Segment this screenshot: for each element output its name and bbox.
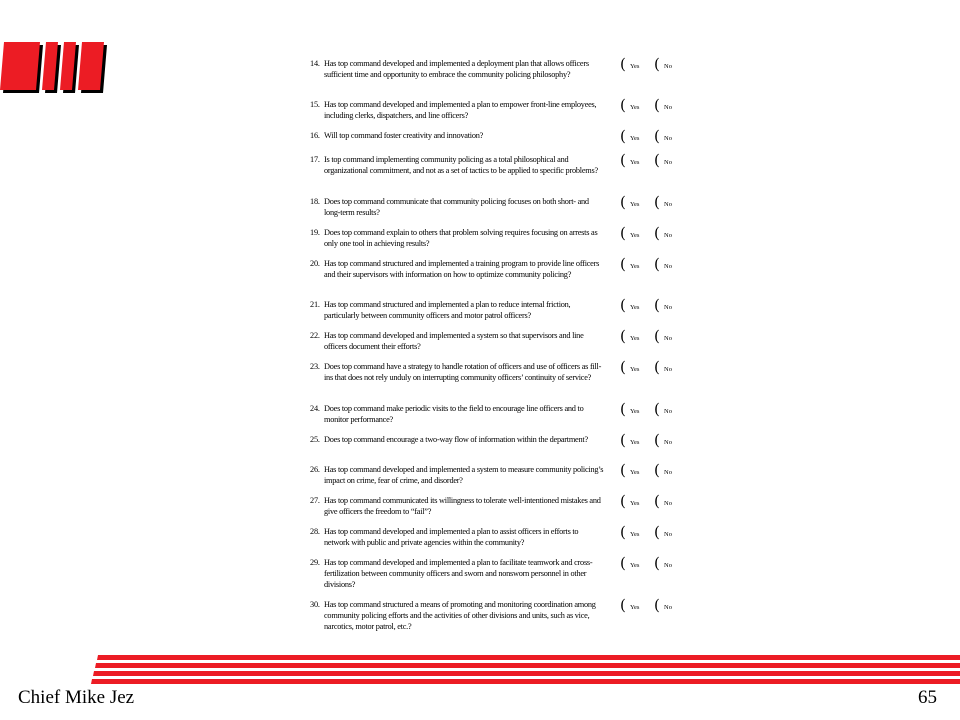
question-number: 18.	[310, 197, 320, 206]
yes-label: Yes	[630, 500, 640, 507]
radio-bracket-icon: (	[654, 358, 660, 376]
yes-label: Yes	[630, 135, 640, 142]
radio-bracket-icon: (	[620, 400, 626, 418]
question-number: 21.	[310, 300, 320, 309]
radio-bracket-icon: (	[620, 296, 626, 314]
radio-bracket-icon: (	[620, 255, 626, 273]
radio-bracket-icon: (	[620, 127, 626, 145]
no-label: No	[664, 562, 672, 569]
no-label: No	[664, 232, 672, 239]
question-text: Has top command developed and implemented a plan to assist officers in efforts to network with public and private agencies within the community?	[324, 527, 579, 547]
radio-bracket-icon: (	[654, 327, 660, 345]
radio-bracket-icon: (	[654, 255, 660, 273]
no-label: No	[664, 63, 672, 70]
yes-label: Yes	[630, 304, 640, 311]
question-number: 19.	[310, 228, 320, 237]
yes-label: Yes	[630, 335, 640, 342]
question-number: 22.	[310, 331, 320, 340]
radio-bracket-icon: (	[654, 596, 660, 614]
question-text: Has top command developed and implemented a plan to facilitate teamwork and cross-fertilization between community officers and sworn and nonsworn personnel in other divisions?	[324, 558, 593, 589]
radio-bracket-icon: (	[654, 461, 660, 479]
yes-label: Yes	[630, 263, 640, 270]
footer-stripes	[88, 655, 960, 685]
yes-label: Yes	[630, 159, 640, 166]
no-label: No	[664, 604, 672, 611]
question-number: 20.	[310, 259, 320, 268]
yes-label: Yes	[630, 408, 640, 415]
question-text: Has top command structured a means of promoting and monitoring coordination among community policing efforts and the activities of other divisions and units, such as vice, narcotics, motor patrol, etc.?	[324, 600, 596, 631]
footer-stripe	[91, 679, 960, 684]
radio-bracket-icon: (	[620, 151, 626, 169]
no-label: No	[664, 201, 672, 208]
question-text: Has top command developed and implemented a system to measure community policing’s impact on crime, fear of crime, and disorder?	[324, 465, 604, 485]
radio-bracket-icon: (	[654, 554, 660, 572]
question-number: 16.	[310, 131, 320, 140]
question-number: 23.	[310, 362, 320, 371]
radio-bracket-icon: (	[654, 224, 660, 242]
question-number: 17.	[310, 155, 320, 164]
radio-bracket-icon: (	[620, 431, 626, 449]
radio-bracket-icon: (	[620, 224, 626, 242]
radio-bracket-icon: (	[620, 596, 626, 614]
no-label: No	[664, 135, 672, 142]
radio-bracket-icon: (	[654, 96, 660, 114]
radio-bracket-icon: (	[620, 492, 626, 510]
presenter-name: Chief Mike Jez	[18, 687, 135, 708]
question-number: 15.	[310, 100, 320, 109]
radio-bracket-icon: (	[654, 193, 660, 211]
question-text: Does top command encourage a two-way flow of information within the department?	[324, 435, 588, 444]
radio-bracket-icon: (	[654, 151, 660, 169]
question-number: 24.	[310, 404, 320, 413]
question-text: Has top command structured and implemented a training program to provide line officers and their supervisors with information on how to optimize community policing?	[324, 259, 600, 279]
yes-label: Yes	[630, 232, 640, 239]
radio-bracket-icon: (	[620, 523, 626, 541]
yes-label: Yes	[630, 531, 640, 538]
radio-bracket-icon: (	[620, 461, 626, 479]
question-number: 30.	[310, 600, 320, 609]
radio-bracket-icon: (	[654, 492, 660, 510]
radio-bracket-icon: (	[654, 55, 660, 73]
question-text: Does top command make periodic visits to the field to encourage line officers and to monitor performance?	[324, 404, 584, 424]
yes-label: Yes	[630, 439, 640, 446]
question-text: Will top command foster creativity and innovation?	[324, 131, 484, 140]
question-number: 26.	[310, 465, 320, 474]
yes-label: Yes	[630, 366, 640, 373]
radio-bracket-icon: (	[620, 358, 626, 376]
question-number: 29.	[310, 558, 320, 567]
no-label: No	[664, 335, 672, 342]
yes-label: Yes	[630, 63, 640, 70]
no-label: No	[664, 500, 672, 507]
question-number: 25.	[310, 435, 320, 444]
no-label: No	[664, 469, 672, 476]
yes-label: Yes	[630, 469, 640, 476]
no-label: No	[664, 304, 672, 311]
radio-bracket-icon: (	[620, 96, 626, 114]
yes-label: Yes	[630, 104, 640, 111]
radio-bracket-icon: (	[620, 327, 626, 345]
radio-bracket-icon: (	[654, 523, 660, 541]
question-number: 14.	[310, 59, 320, 68]
question-text: Does top command communicate that community policing focuses on both short- and long-term results?	[324, 197, 589, 217]
footer-stripe	[95, 663, 960, 668]
radio-bracket-icon: (	[620, 55, 626, 73]
no-label: No	[664, 263, 672, 270]
radio-bracket-icon: (	[620, 193, 626, 211]
radio-bracket-icon: (	[654, 296, 660, 314]
question-text: Has top command developed and implemented a deployment plan that allows officers sufficient time and opportunity to embrace the community policing philosophy?	[324, 59, 589, 79]
striped-logo-icon	[0, 42, 110, 96]
question-text: Has top command communicated its willingness to tolerate well-intentioned mistakes and give officers the freedom to “fail”?	[324, 496, 601, 516]
radio-bracket-icon: (	[654, 127, 660, 145]
no-label: No	[664, 159, 672, 166]
footer-stripe	[97, 655, 960, 660]
question-number: 28.	[310, 527, 320, 536]
no-label: No	[664, 104, 672, 111]
footer-stripe	[93, 671, 960, 676]
question-text: Has top command developed and implemented a system so that supervisors and line officers document their efforts?	[324, 331, 584, 351]
question-text: Has top command structured and implemented a plan to reduce internal friction, particularly between community officers and motor patrol officers?	[324, 300, 571, 320]
question-text: Is top command implementing community policing as a total philosophical and organizational commitment, and not as a set of tactics to be applied to specific problems?	[324, 155, 598, 175]
question-text: Does top command have a strategy to handle rotation of officers and use of officers as fill-ins that does not rely unduly on interrupting community officers’ continuity of service?	[324, 362, 602, 382]
question-number: 27.	[310, 496, 320, 505]
yes-label: Yes	[630, 604, 640, 611]
question-text: Does top command explain to others that problem solving requires focusing on arrests as only one tool in achieving results?	[324, 228, 598, 248]
no-label: No	[664, 366, 672, 373]
no-label: No	[664, 439, 672, 446]
radio-bracket-icon: (	[620, 554, 626, 572]
question-text: Has top command developed and implemented a plan to empower front-line employees, including clerks, dispatchers, and line officers?	[324, 100, 597, 120]
radio-bracket-icon: (	[654, 431, 660, 449]
no-label: No	[664, 408, 672, 415]
no-label: No	[664, 531, 672, 538]
yes-label: Yes	[630, 201, 640, 208]
radio-bracket-icon: (	[654, 400, 660, 418]
page-number: 65	[918, 687, 937, 708]
yes-label: Yes	[630, 562, 640, 569]
